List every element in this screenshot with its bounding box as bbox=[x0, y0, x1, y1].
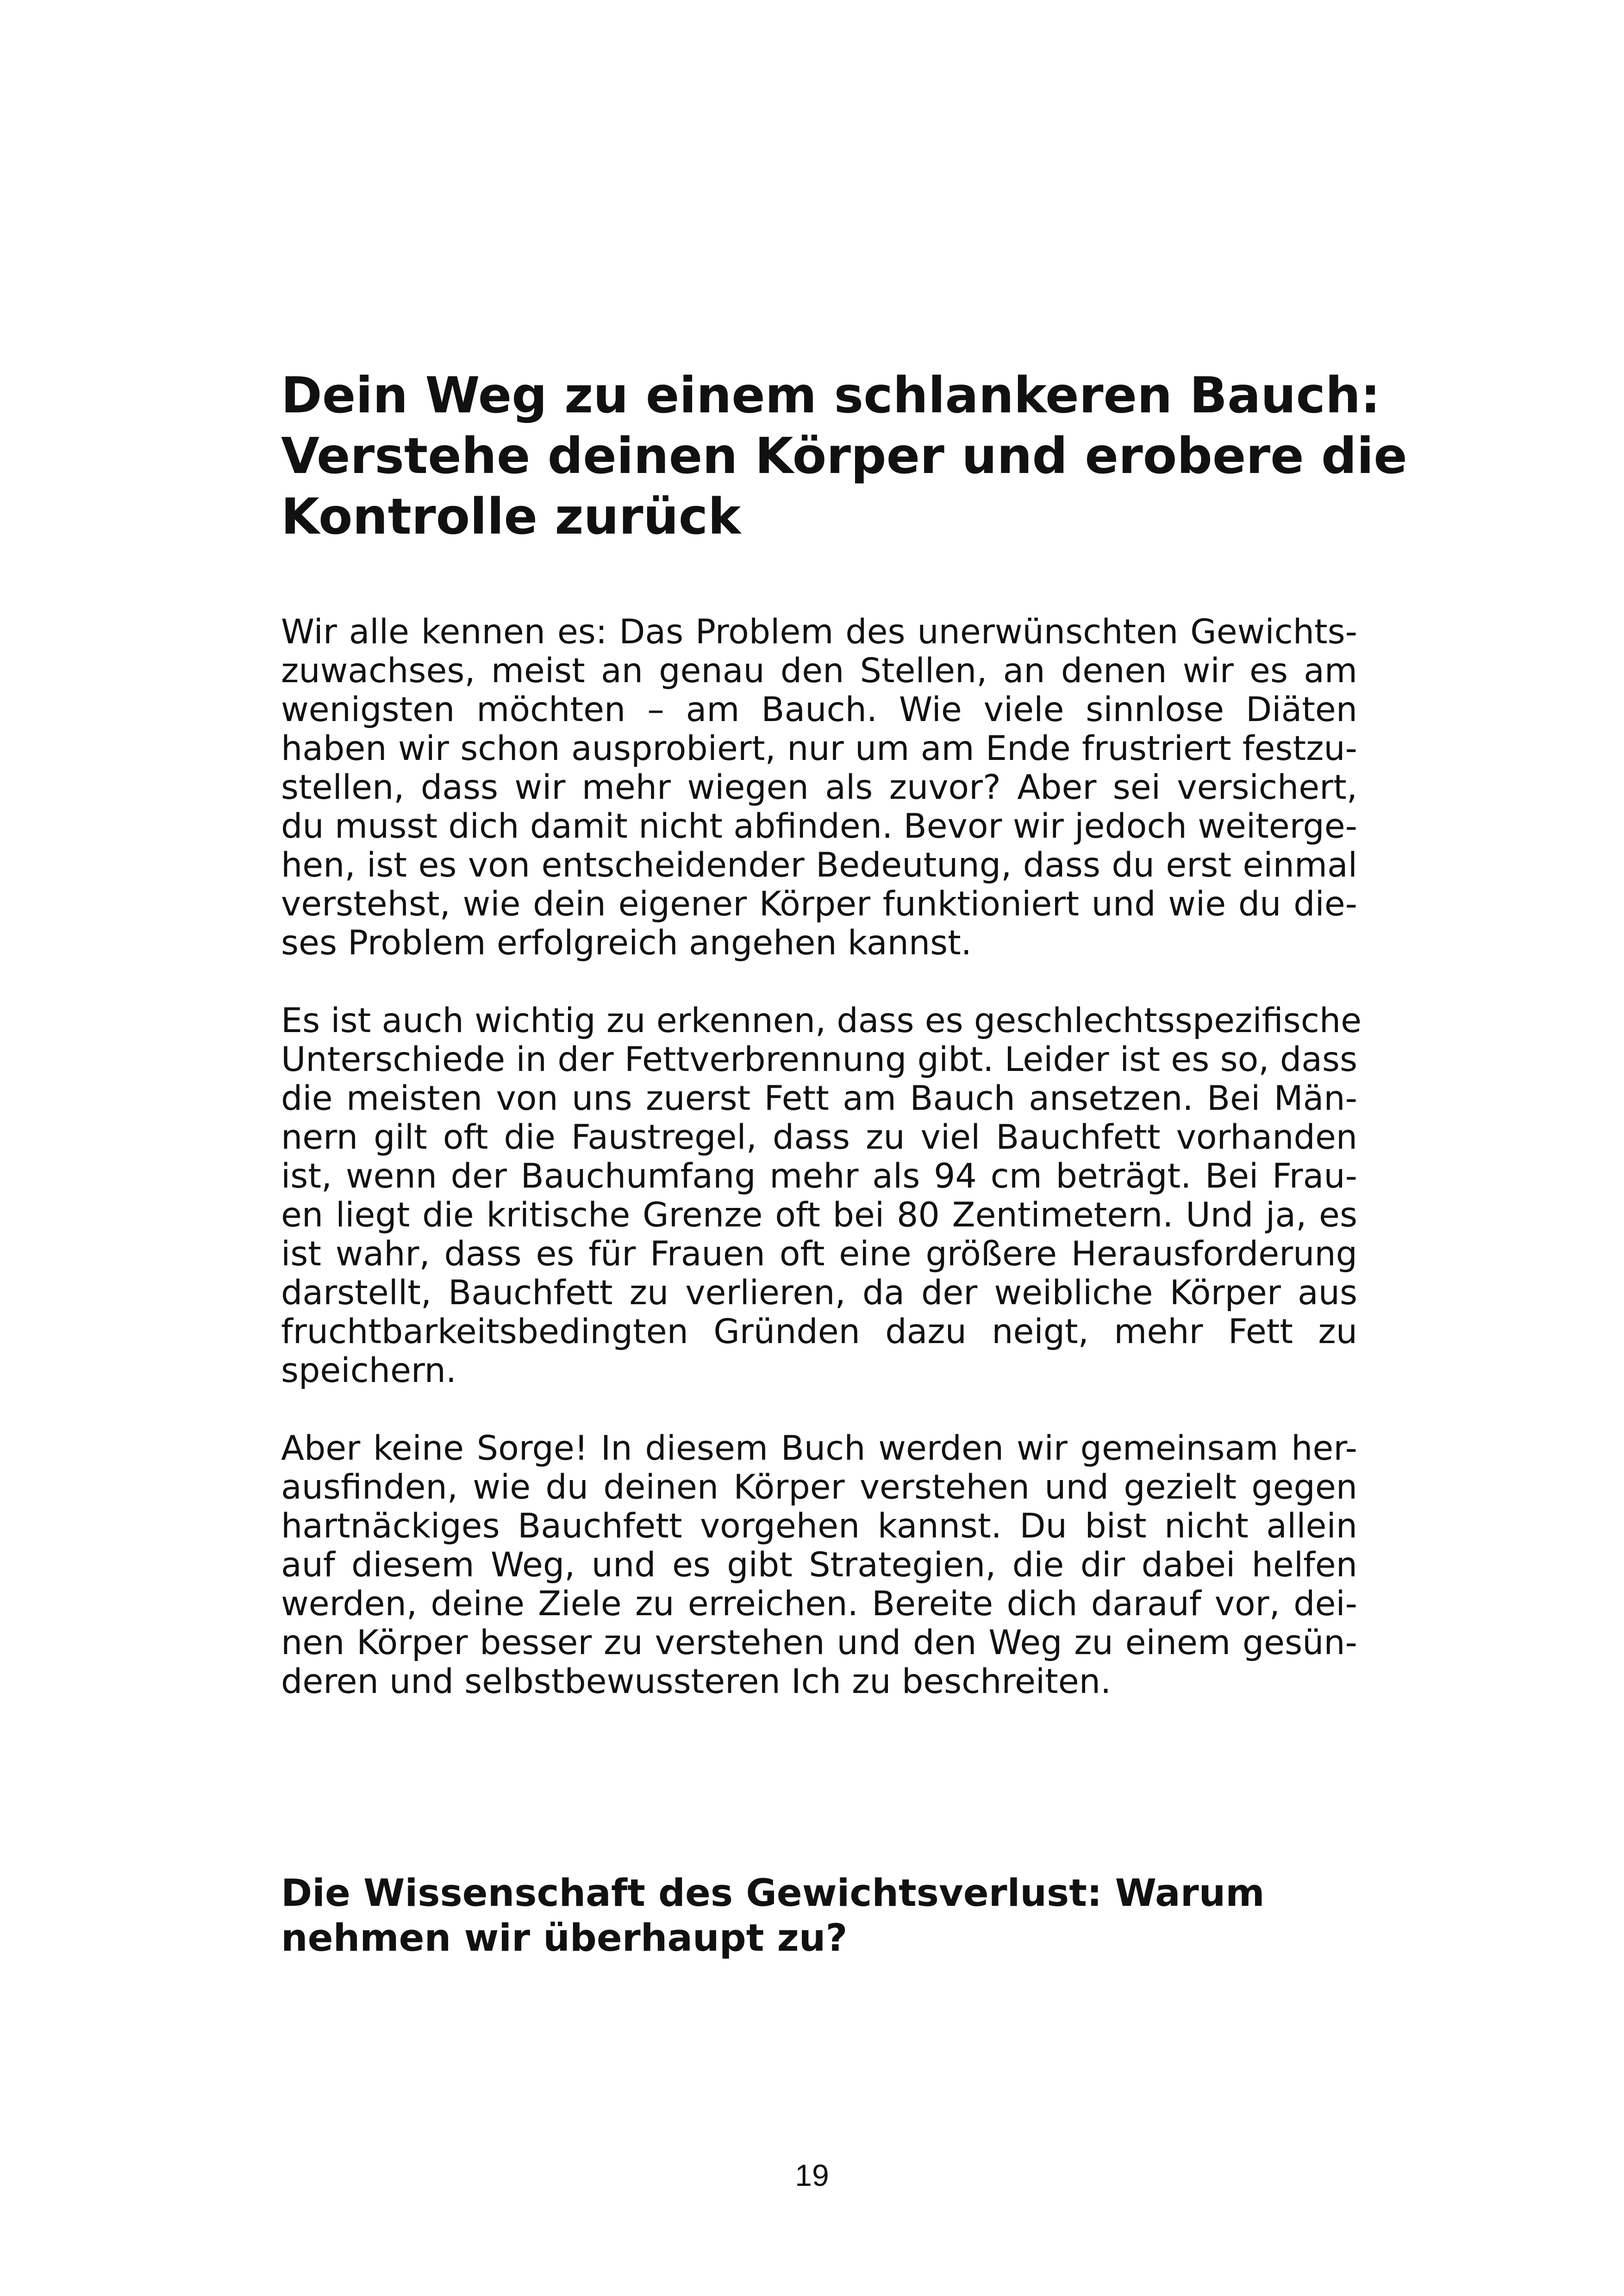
section-heading-line: Die Wissenschaft des Gewichtsverlust: Warum bbox=[281, 1872, 1265, 1915]
text-line: haben wir schon ausprobiert, nur um am Ende frustriert festzu- bbox=[281, 729, 1357, 768]
text-line: hen, ist es von entscheidender Bedeutung, dass du erst einmal bbox=[281, 846, 1357, 885]
text-line: darstellt, Bauchfett zu verlieren, da der weibliche Körper aus bbox=[281, 1273, 1357, 1313]
text-line: Aber keine Sorge! In diesem Buch werden wir gemeinsam her- bbox=[281, 1429, 1357, 1468]
text-line: Wir alle kennen es: Das Problem des unerwünschten Gewichts- bbox=[281, 612, 1357, 652]
page-number: 19 bbox=[795, 2158, 829, 2192]
page-content bbox=[281, 366, 1407, 1961]
section-heading-line: nehmen wir überhaupt zu? bbox=[281, 1916, 848, 1960]
text-line: speichern. bbox=[281, 1351, 457, 1390]
text-line: nern gilt oft die Faustregel, dass zu viel Bauchfett vorhanden bbox=[281, 1118, 1357, 1157]
chapter-title bbox=[281, 366, 1407, 548]
text-line: zuwachses, meist an genau den Stellen, an denen wir es am bbox=[281, 651, 1357, 691]
text-line: Unterschiede in der Fettverbrennung gibt. Leider ist es so, dass bbox=[281, 1040, 1357, 1079]
text-line: hartnäckiges Bauchfett vorgehen kannst. Du bist nicht allein bbox=[281, 1506, 1357, 1546]
chapter-title-line: Kontrolle zurück bbox=[281, 488, 741, 546]
text-line: en liegt die kritische Grenze oft bei 80 Zentimetern. Und ja, es bbox=[281, 1195, 1357, 1235]
text-line: deren und selbstbewussteren Ich zu beschreiten. bbox=[281, 1662, 1112, 1701]
text-line: ist wahr, dass es für Frauen oft eine größere Herausforderung bbox=[281, 1234, 1357, 1274]
text-line: Es ist auch wichtig zu erkennen, dass es geschlechtsspezifische bbox=[281, 1001, 1362, 1040]
text-line: die meisten von uns zuerst Fett am Bauch ansetzen. Bei Män- bbox=[281, 1079, 1357, 1118]
text-line: stellen, dass wir mehr wiegen als zuvor? Aber sei versichert, bbox=[281, 768, 1357, 807]
text-line: ist, wenn der Bauchumfang mehr als 94 cm beträgt. Bei Frau- bbox=[281, 1157, 1357, 1196]
text-line: nen Körper besser zu verstehen und den Weg zu einem gesün- bbox=[281, 1623, 1357, 1662]
body-paragraph bbox=[281, 1429, 1357, 1701]
body-paragraph bbox=[281, 1001, 1362, 1390]
chapter-title-line: Dein Weg zu einem schlankeren Bauch: bbox=[281, 367, 1380, 424]
text-line: verstehst, wie dein eigener Körper funktioniert und wie du die- bbox=[281, 884, 1357, 924]
text-line: ses Problem erfolgreich angehen kannst. bbox=[281, 923, 972, 963]
text-line: werden, deine Ziele zu erreichen. Bereite dich darauf vor, dei- bbox=[281, 1584, 1357, 1624]
text-line: ausfinden, wie du deinen Körper verstehen und gezielt gegen bbox=[281, 1468, 1357, 1507]
text-line: fruchtbarkeitsbedingten Gründen dazu neigt, mehr Fett zu bbox=[281, 1312, 1357, 1351]
text-line: auf diesem Weg, und es gibt Strategien, die dir dabei helfen bbox=[281, 1545, 1357, 1585]
text-line: du musst dich damit nicht abfinden. Bevor wir jedoch weiterge- bbox=[281, 807, 1357, 846]
chapter-title-line: Verstehe deinen Körper und erobere die bbox=[281, 428, 1407, 485]
body-paragraph bbox=[281, 613, 1357, 963]
section-heading bbox=[281, 1871, 1357, 1961]
text-line: wenigsten möchten – am Bauch. Wie viele sinnlose Diäten bbox=[281, 690, 1357, 729]
